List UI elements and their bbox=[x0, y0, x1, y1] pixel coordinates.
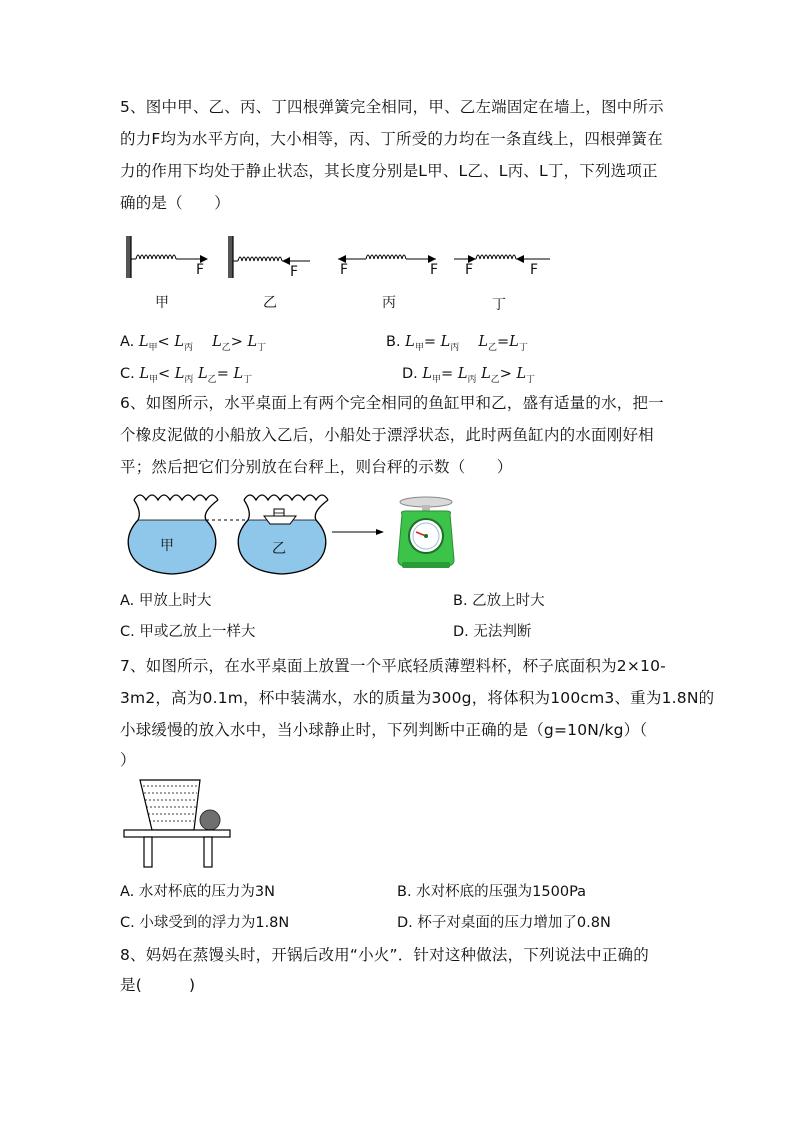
length-symbol: L bbox=[174, 334, 184, 350]
q5-option-b[interactable] bbox=[386, 332, 528, 358]
force-label-ding-left: F bbox=[465, 262, 474, 278]
subscript: 甲 bbox=[148, 342, 158, 353]
relation: < bbox=[158, 366, 171, 382]
q7-line-1: 7、如图所示，在水平桌面上放置一个平底轻质薄塑料杯，杯子底面积为2×10- bbox=[120, 657, 666, 675]
q6-option-c[interactable]: C. 甲或乙放上一样大 bbox=[120, 624, 256, 640]
subscript: 甲 bbox=[148, 374, 158, 385]
spring-bing bbox=[338, 255, 436, 263]
length-symbol: L bbox=[481, 366, 491, 382]
force-label-bing-right: F bbox=[430, 262, 439, 278]
q5-option-a[interactable] bbox=[120, 332, 266, 358]
relation: < bbox=[157, 334, 170, 350]
subscript: 丁 bbox=[257, 342, 267, 353]
subscript: 乙 bbox=[490, 374, 500, 385]
option-prefix: D. bbox=[402, 366, 418, 382]
length-symbol: L bbox=[457, 366, 468, 382]
fish-tanks-figure bbox=[124, 490, 474, 580]
length-symbol: L bbox=[138, 334, 149, 350]
option-prefix: A. bbox=[120, 334, 135, 350]
spring-label-yi: 乙 bbox=[263, 295, 277, 311]
subscript: 乙 bbox=[221, 342, 231, 353]
cup bbox=[140, 780, 200, 830]
length-symbol: L bbox=[422, 366, 433, 382]
subscript: 丙 bbox=[183, 342, 193, 353]
length-symbol: L bbox=[509, 334, 519, 350]
q6-option-d[interactable]: D. 无法判断 bbox=[453, 624, 532, 640]
relation: > bbox=[499, 366, 512, 382]
option-prefix: B. bbox=[386, 334, 401, 350]
length-symbol: L bbox=[247, 334, 258, 350]
q5-line-3: 力的作用下均处于静止状态，其长度分别是L甲、L乙、L丙、L丁，下列选项正 bbox=[120, 162, 658, 180]
relation: = bbox=[216, 366, 229, 382]
subscript: 丁 bbox=[243, 374, 253, 385]
q8-line-2: 是( ) bbox=[120, 976, 196, 994]
q7-option-c[interactable]: C. 小球受到的浮力为1.8N bbox=[120, 915, 290, 931]
q5-line-2: 的力F均为水平方向，大小相等，丙、丁所受的力均在一条直线上，四根弹簧在 bbox=[120, 130, 663, 148]
q6-line-1: 6、如图所示，水平桌面上有两个完全相同的鱼缸甲和乙，盛有适量的水，把一 bbox=[120, 394, 664, 412]
spring-label-bing: 丙 bbox=[382, 295, 396, 311]
q7-option-a[interactable]: A. 水对杯底的压力为3N bbox=[120, 884, 275, 900]
relation: > bbox=[230, 334, 243, 350]
length-symbol: L bbox=[516, 366, 527, 382]
relation: = bbox=[441, 366, 454, 382]
length-symbol: L bbox=[478, 334, 488, 350]
scale-icon bbox=[398, 497, 454, 568]
table bbox=[124, 830, 230, 867]
bowl-label-yi: 乙 bbox=[272, 541, 286, 557]
q7-line-4: ） bbox=[120, 751, 136, 769]
length-symbol: L bbox=[440, 334, 451, 350]
length-symbol: L bbox=[139, 366, 149, 382]
q5-line-4: 确的是（ ） bbox=[120, 194, 230, 212]
spring-label-ding: 丁 bbox=[492, 297, 506, 313]
q6-line-2: 个橡皮泥做的小船放入乙后，小船处于漂浮状态，此时两鱼缸内的水面刚好相 bbox=[120, 426, 654, 444]
subscript: 甲 bbox=[432, 374, 442, 385]
cup-table-figure bbox=[122, 776, 232, 868]
q8-line-1: 8、妈妈在蒸馒头时，开锅后改用“小火”．针对这种做法，下列说法中正确的 bbox=[120, 946, 649, 964]
subscript: 丙 bbox=[450, 342, 460, 353]
subscript: 甲 bbox=[414, 342, 424, 353]
bowl-label-jia: 甲 bbox=[160, 538, 174, 554]
q6-option-a[interactable]: A. 甲放上时大 bbox=[120, 593, 212, 609]
length-symbol: L bbox=[198, 366, 208, 382]
fish-tank-jia bbox=[128, 495, 218, 574]
q7-line-3: 小球缓慢的放入水中，当小球静止时，下列判断中正确的是（g=10N/kg）（ bbox=[120, 721, 648, 739]
q5-option-c[interactable] bbox=[120, 364, 252, 390]
option-prefix: C. bbox=[120, 366, 135, 382]
q5-option-d[interactable] bbox=[402, 364, 535, 390]
subscript: 乙 bbox=[488, 342, 498, 353]
q6-option-b[interactable]: B. 乙放上时大 bbox=[453, 593, 545, 609]
length-symbol: L bbox=[212, 334, 222, 350]
ball bbox=[200, 810, 220, 830]
relation: = bbox=[423, 334, 436, 350]
q7-option-b[interactable]: B. 水对杯底的压强为1500Pa bbox=[397, 884, 587, 900]
subscript: 乙 bbox=[207, 374, 217, 385]
subscript: 丁 bbox=[518, 342, 528, 353]
length-symbol: L bbox=[174, 366, 185, 382]
q6-line-3: 平；然后把它们分别放在台秤上，则台秤的示数（ ） bbox=[120, 458, 513, 476]
q7-line-2: 3m2，高为0.1m，杯中装满水，水的质量为300g，将体积为100cm3、重为1.8N的 bbox=[120, 689, 715, 707]
force-label-bing-left: F bbox=[340, 262, 349, 278]
force-label-yi: F bbox=[290, 264, 299, 280]
fish-tank-yi bbox=[238, 495, 328, 574]
force-label-ding-right: F bbox=[530, 262, 539, 278]
spring-label-jia: 甲 bbox=[155, 295, 169, 311]
q7-option-d[interactable]: D. 杯子对桌面的压力增加了0.8N bbox=[397, 915, 611, 931]
force-label-jia: F bbox=[196, 262, 205, 278]
subscript: 丙 bbox=[184, 374, 194, 385]
q5-line-1: 5、图中甲、乙、丙、丁四根弹簧完全相同，甲、乙左端固定在墙上，图中所示 bbox=[120, 98, 664, 116]
relation: = bbox=[497, 334, 510, 350]
length-symbol: L bbox=[405, 334, 415, 350]
subscript: 丁 bbox=[526, 374, 536, 385]
subscript: 丙 bbox=[467, 374, 477, 385]
length-symbol: L bbox=[233, 366, 244, 382]
